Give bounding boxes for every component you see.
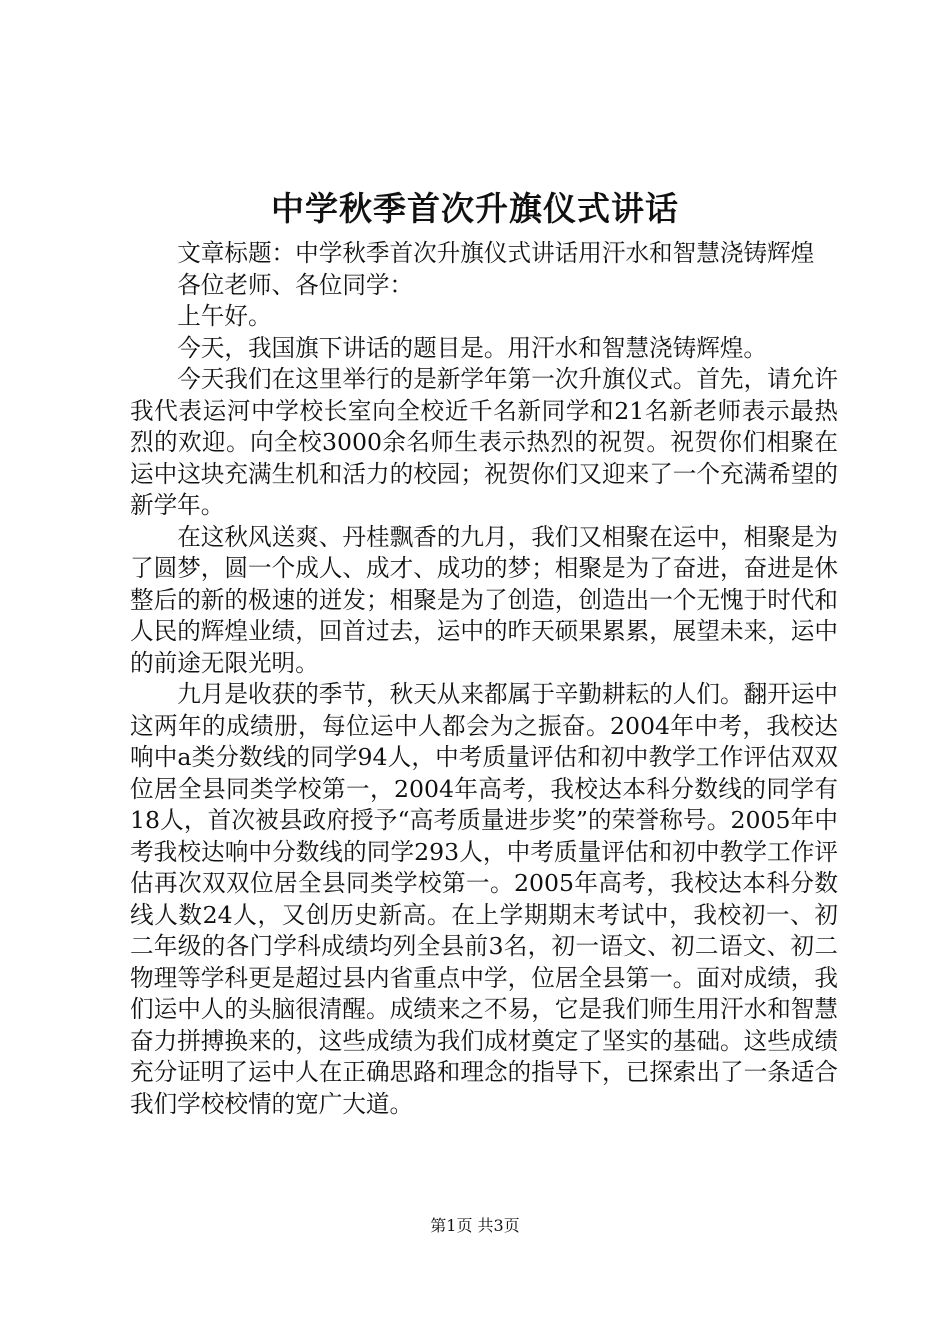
paragraph-autumn: 在这秋风送爽、丹桂飘香的九月，我们又相聚在运中，相聚是为了圆梦，圆一个成人、成才、成功的梦；相聚是为了奋进，奋进是休整后的新的极速的迸发；相聚是为了创造，创造出一个无愧于时代和人民的辉煌业绩，回首过去，运中的昨天硕果累累，展望未来，运中的前途无限光明。 — [130, 522, 838, 677]
paragraph-article-title: 文章标题：中学秋季首次升旗仪式讲话用汗水和智慧浇铸辉煌 — [177, 239, 815, 267]
paragraph-achievements: 九月是收获的季节，秋天从来都属于辛勤耕耘的人们。翻开运中这两年的成绩册，每位运中人都会为之振奋。2004年中考，我校达响中a类分数线的同学94人，中考质量评估和初中教学工作评估双双位居全县同类学校第一，2004年高考，我校达本科分数线的同学有18人，首次被县政府授予“高考质量进步奖”的荣誉称号。2005年中考我校达响中分数线的同学293人，中考质量评估和初中教学工作评估再次双双位居全县同类学校第一。2005年高考，我校达本科分数线人数24人，又创历史新高。在上学期期末考试中，我校初一、初二年级的各门学科成绩均列全县前3名，初一语文、初二语文、初二物理等学科更是超过县内省重点中学，位居全县第一。面对成绩，我们运中人的头脑很清醒。成绩来之不易，它是我们师生用汗水和智慧奋力拼搏换来的，这些成绩为我们成材奠定了坚实的基础。这些成绩充分证明了运中人在正确思路和理念的指导下，已探索出了一条适合我们学校校情的宽广大道。 — [130, 680, 838, 1118]
paragraph-welcome: 今天我们在这里举行的是新学年第一次升旗仪式。首先，请允许我代表运河中学校长室向全校近千名新同学和21名新老师表示最热烈的欢迎。向全校3000余名师生表示热烈的祝贺。祝贺你们相聚在运中这块充满生机和活力的校园；祝贺你们又迎来了一个充满希望的新学年。 — [130, 365, 838, 519]
paragraph-greeting: 上午好。 — [177, 302, 272, 330]
page-footer: 第1页 共3页 — [430, 1216, 520, 1235]
paragraph-topic: 今天，我国旗下讲话的题目是。用汗水和智慧浇铸辉煌。 — [177, 333, 768, 362]
paragraph-salutation: 各位老师、各位同学： — [177, 270, 414, 299]
document-title: 中学秋季首次升旗仪式讲话 — [271, 189, 679, 228]
document-body — [130, 238, 838, 1120]
